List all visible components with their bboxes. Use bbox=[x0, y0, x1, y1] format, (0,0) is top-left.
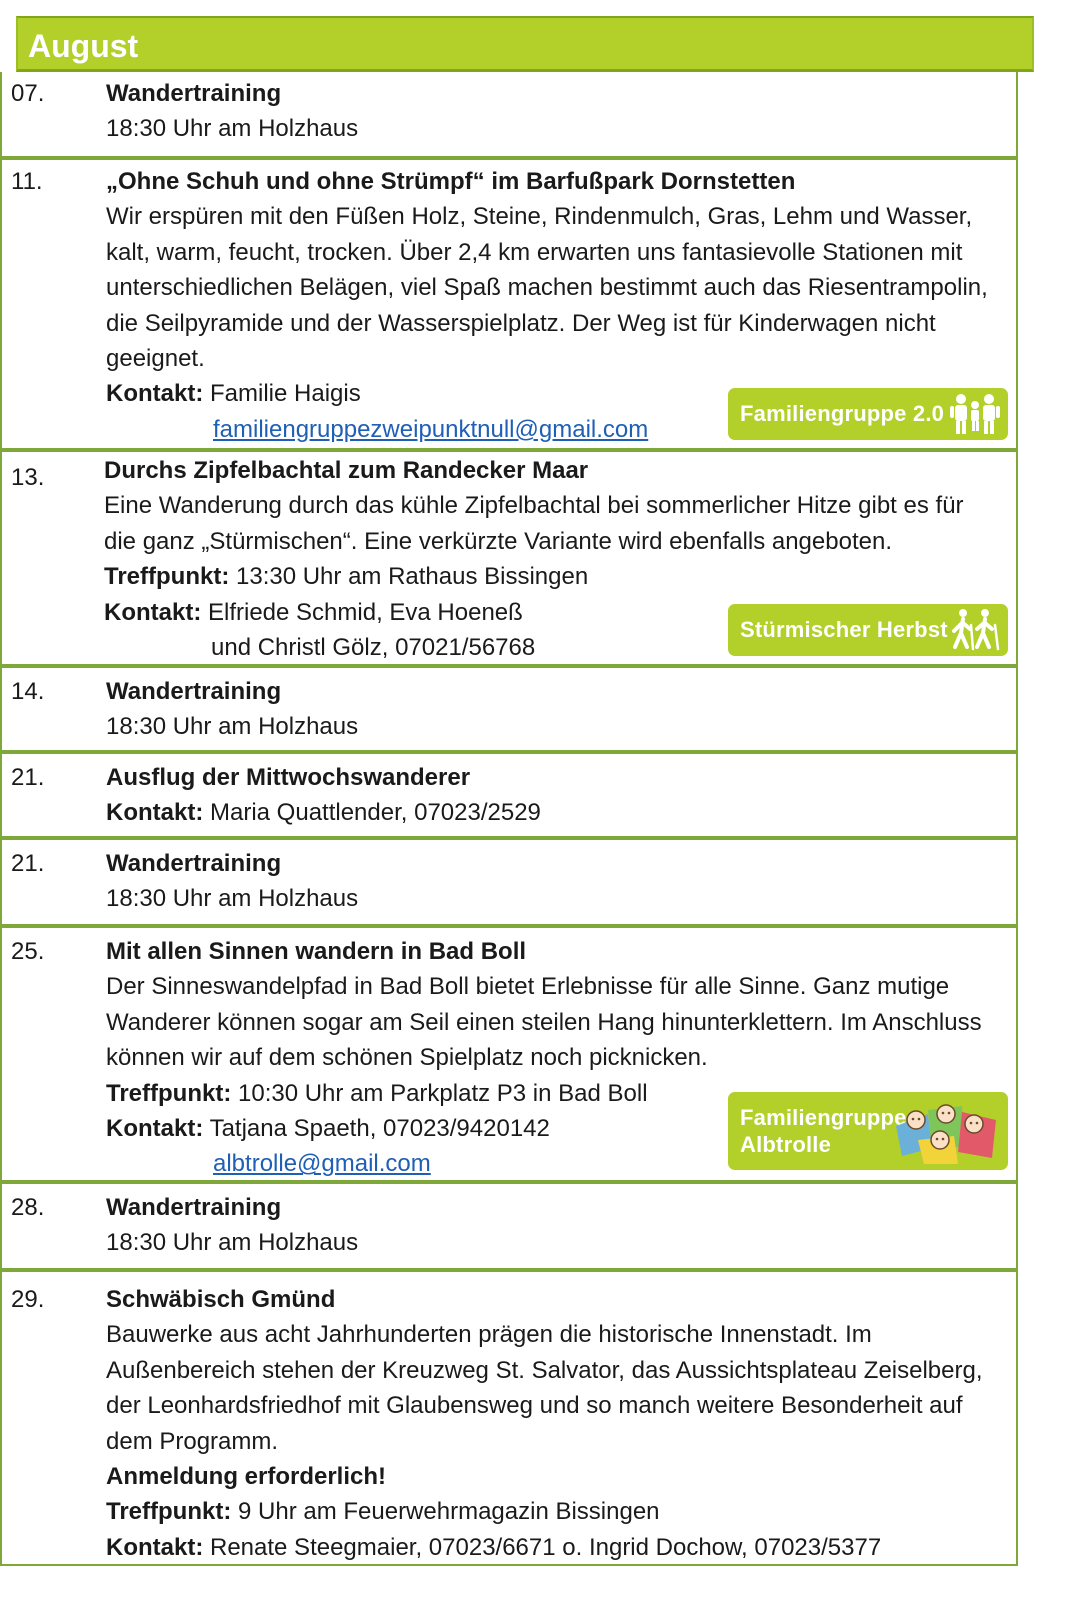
event-description: Eine Wanderung durch das kühle Zipfelbachtal bei sommerlicher Hitze gibt es für die ganz „Stürmischen“. Eine verkürzte Variante wird ebenfalls angeboten. bbox=[104, 492, 964, 555]
registration-note: Anmeldung erforderlich! bbox=[106, 1463, 387, 1491]
event-date: 14. bbox=[11, 678, 45, 705]
meeting-value: 13:30 Uhr am Rathaus Bissingen bbox=[236, 563, 589, 591]
event-row bbox=[0, 158, 1018, 450]
event-detail: 18:30 Uhr am Holzhaus bbox=[106, 115, 359, 143]
email-link[interactable]: familiengruppezweipunktnull@gmail.com bbox=[213, 415, 649, 443]
event-row bbox=[0, 72, 1018, 158]
event-row bbox=[0, 450, 1018, 666]
event-title: Wandertraining bbox=[106, 1194, 282, 1221]
group-badge bbox=[728, 388, 1008, 440]
badge-label: Familiengruppe bbox=[740, 1105, 907, 1130]
children-icon bbox=[888, 1096, 1004, 1166]
contact-label: Kontakt: bbox=[106, 1533, 204, 1561]
contact-value: Renate Steegmaier, 07023/6671 o. Ingrid Dochow, 07023/5377 bbox=[210, 1533, 882, 1561]
month-header: August bbox=[16, 16, 1034, 72]
event-title: Durchs Zipfelbachtal zum Randecker Maar bbox=[104, 457, 589, 484]
event-row bbox=[0, 926, 1018, 1182]
event-description: Der Sinneswandelpfad in Bad Boll bietet Erlebnisse für alle Sinne. Ganz mutige Wanderer können sogar am Seil einen steilen Hang hinunterklettern. Im Anschluss können wir auf dem schönen Spielplatz noch picknicken. bbox=[106, 973, 982, 1072]
contact-value-cont: und Christl Gölz, 07021/56768 bbox=[211, 634, 536, 662]
event-date: 21. bbox=[11, 850, 45, 877]
email-link[interactable]: albtrolle@gmail.com bbox=[213, 1150, 431, 1178]
meeting-value: 10:30 Uhr am Parkplatz P3 in Bad Boll bbox=[238, 1079, 648, 1107]
event-calendar bbox=[16, 16, 1034, 72]
event-title: Ausflug der Mittwochswanderer bbox=[106, 764, 471, 791]
event-title: Schwäbisch Gmünd bbox=[106, 1286, 336, 1313]
event-title: Mit allen Sinnen wandern in Bad Boll bbox=[106, 938, 527, 965]
contact-value: Familie Haigis bbox=[210, 380, 361, 408]
event-date: 28. bbox=[11, 1194, 45, 1221]
meeting-label: Treffpunkt: bbox=[106, 1079, 232, 1107]
event-date: 11. bbox=[11, 168, 43, 195]
event-title: Wandertraining bbox=[106, 678, 282, 705]
event-date: 21. bbox=[11, 764, 45, 791]
event-date: 29. bbox=[11, 1286, 45, 1313]
badge-label: Albtrolle bbox=[740, 1132, 832, 1157]
event-row bbox=[0, 838, 1018, 926]
contact-label: Kontakt: bbox=[106, 1115, 204, 1143]
event-date: 13. bbox=[11, 464, 45, 491]
event-title: Wandertraining bbox=[106, 80, 282, 107]
group-badge bbox=[728, 1092, 1008, 1170]
badge-label: Stürmischer Herbst bbox=[740, 617, 948, 642]
badge-label: Familiengruppe 2.0 bbox=[740, 401, 945, 426]
event-date: 07. bbox=[11, 80, 45, 107]
event-date: 25. bbox=[11, 938, 45, 965]
group-badge bbox=[728, 604, 1008, 656]
event-row bbox=[0, 1182, 1018, 1270]
family-icon bbox=[948, 392, 1002, 436]
hikers-icon bbox=[948, 607, 1002, 653]
event-row bbox=[0, 752, 1018, 838]
event-detail: 18:30 Uhr am Holzhaus bbox=[106, 713, 359, 741]
event-title: „Ohne Schuh und ohne Strümpf“ im Barfußpark Dornstetten bbox=[106, 168, 796, 195]
event-row bbox=[0, 666, 1018, 752]
event-detail: 18:30 Uhr am Holzhaus bbox=[106, 885, 359, 913]
contact-value: Tatjana Spaeth, 07023/9420142 bbox=[209, 1115, 550, 1143]
event-title: Wandertraining bbox=[106, 850, 282, 877]
contact-label: Kontakt: bbox=[104, 598, 202, 626]
contact-label: Kontakt: bbox=[106, 799, 204, 827]
meeting-value: 9 Uhr am Feuerwehrmagazin Bissingen bbox=[238, 1498, 660, 1526]
meeting-label: Treffpunkt: bbox=[104, 563, 230, 591]
contact-value: Maria Quattlender, 07023/2529 bbox=[210, 799, 541, 827]
contact-label: Kontakt: bbox=[106, 380, 204, 408]
contact-value: Elfriede Schmid, Eva Hoeneß bbox=[208, 598, 523, 626]
event-description: Bauwerke aus acht Jahrhunderten prägen die historische Innenstadt. Im Außenbereich stehen der Kreuzweg St. Salvator, das Aussichtsplateau Zeiselberg, der Leonhardsfriedhof mit Glaubensweg und so manch weitere Besonderheit auf dem Programm. bbox=[106, 1321, 983, 1455]
meeting-label: Treffpunkt: bbox=[106, 1498, 232, 1526]
event-description: Wir erspüren mit den Füßen Holz, Steine, Rindenmulch, Gras, Lehm und Wasser, kalt, warm, feucht, trocken. Über 2,4 km erwarten uns fantasievolle Stationen mit unterschiedlichen Belägen, viel Spaß machen bestimmt auch das Riesentrampolin, die Seilpyramide und der Wasserspielplatz. Der Weg ist für Kinderwagen nicht geeignet. bbox=[106, 203, 988, 373]
event-detail: 18:30 Uhr am Holzhaus bbox=[106, 1229, 359, 1257]
event-row bbox=[0, 1270, 1018, 1566]
